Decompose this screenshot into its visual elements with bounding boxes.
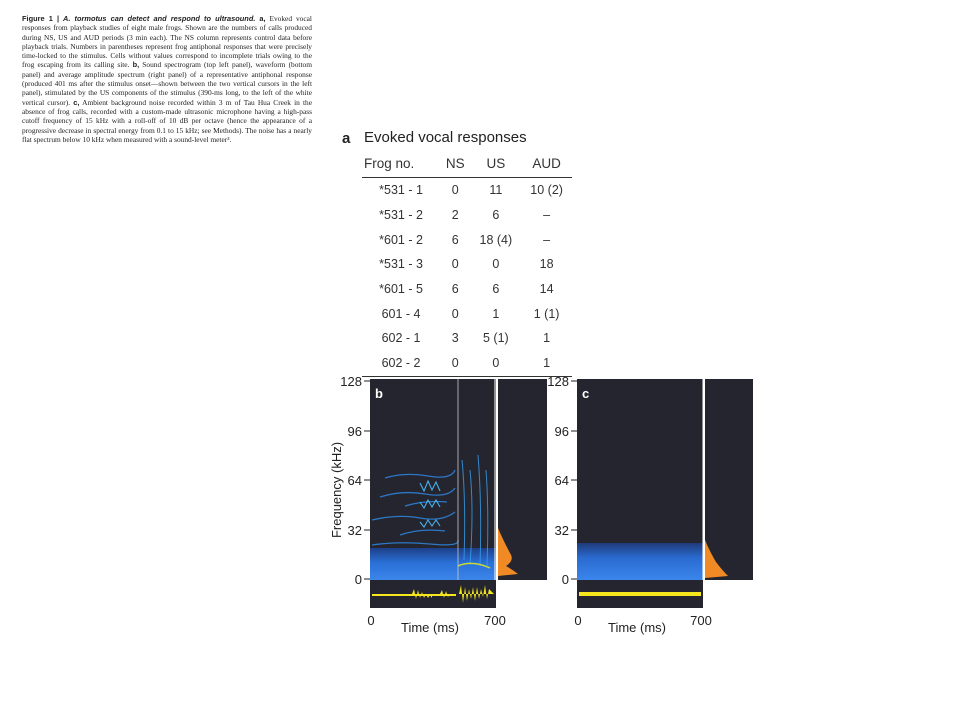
- panel-c: [547, 374, 753, 635]
- cell-us: 6: [492, 282, 500, 297]
- cell-frog: *601 - 5: [379, 282, 423, 297]
- col-aud: AUD: [521, 150, 572, 178]
- panel-c-letter: c: [582, 386, 590, 401]
- col-frog: Frog no.: [362, 150, 440, 178]
- cell-frog: *531 - 1: [379, 183, 423, 198]
- cell-aud: 10 (2): [530, 183, 563, 198]
- panel-b-tick-marks: [364, 381, 370, 579]
- cell-aud: 1 (1): [533, 306, 560, 321]
- cell-frog: 601 - 4: [381, 306, 421, 321]
- panel-c-xtick-700: 700: [690, 613, 712, 628]
- panel-c-y-ticks: [547, 374, 569, 587]
- caption-c-label: c,: [73, 97, 80, 107]
- cell-aud: 14: [539, 282, 554, 297]
- panel-b-xtick-700: 700: [484, 613, 506, 628]
- panel-c-ytick-64: 64: [554, 473, 569, 488]
- caption-a-label: a,: [259, 14, 266, 23]
- caption-b-text: Sound spectrogram (top left panel), waveform (bottom panel) and average amplitude spectrum (right panel) of a representative antiphonal response (produced 401 ms after the stimulus onset—shown between the two vertical cursors in the left panel), stimulated by the US components of the stimulus (390-ms long, to the left of the white vertical cursor).: [22, 60, 312, 107]
- panel-b-ytick-96: 96: [347, 424, 362, 439]
- cell-us: 11: [489, 183, 503, 198]
- cell-frog: *601 - 2: [379, 232, 423, 247]
- cell-ns: 2: [451, 208, 459, 223]
- panel-c-x-label: Time (ms): [607, 620, 667, 635]
- panel-c-noise-band: [577, 543, 703, 580]
- cell-us: 0: [492, 257, 500, 272]
- cell-frog: *531 - 2: [379, 208, 423, 223]
- cell-aud: 18: [539, 257, 554, 272]
- cell-ns: 0: [451, 306, 459, 321]
- panel-b: [329, 374, 547, 635]
- cell-us: 6: [492, 208, 500, 223]
- cell-aud: 1: [521, 351, 572, 376]
- cell-ns: 0: [440, 351, 470, 376]
- panel-c-ytick-0: 0: [561, 572, 569, 587]
- cell-frog: *531 - 3: [379, 257, 423, 272]
- panel-b-ytick-32: 32: [347, 523, 362, 538]
- cell-frog: 602 - 1: [381, 331, 421, 346]
- cell-ns: 0: [451, 183, 459, 198]
- panel-c-tick-marks: [571, 381, 577, 579]
- panel-b-letter: b: [375, 386, 383, 401]
- panel-a-letter: a: [342, 130, 351, 147]
- cell-aud: 1: [543, 331, 551, 346]
- panel-b-ytick-64: 64: [347, 473, 362, 488]
- panel-c-xtick-0: 0: [574, 613, 582, 628]
- panel-b-ytick-128: 128: [340, 374, 362, 389]
- figure-title: A. tormotus can detect and respond to ultrasound.: [62, 14, 256, 23]
- cell-aud: –: [543, 208, 551, 223]
- panel-c-ytick-96: 96: [554, 424, 569, 439]
- cell-ns: 0: [451, 257, 459, 272]
- caption-a-text: Evoked vocal responses from playback studies of eight male frogs. Shown are the numbers of calls produced during NS, US and AUD periods (3 min each). The NS column represents control data before playback trials. Numbers in parentheses represent frog antiphonal responses that were precisely time-locked to the stimulus. Cells without values correspond to incomplete trials owing to the frog escaping from its calling site.: [22, 14, 312, 70]
- caption-b-label: b,: [132, 60, 140, 70]
- cell-ns: 6: [451, 282, 459, 297]
- cell-us: 1: [492, 306, 500, 321]
- panel-b-x-label: Time (ms): [400, 620, 460, 635]
- caption-c-text: Ambient background noise recorded within 3 m of Tau Hua Creek in the absence of frog calls, recorded with a custom-made ultrasonic microphone having a high-pass cutoff frequency of 15 kHz with a roll-off of 10 dB per octave (hence the appearance of a progressive decrease in spectral energy from 0.1 to 15 kHz; see Methods). The noise has a nearly flat spectrum below 10 kHz when measured with a sound-level meter³.: [22, 97, 312, 144]
- figure-label: Figure 1 |: [22, 14, 60, 23]
- cell-us: 5 (1): [482, 331, 509, 346]
- panel-c-ytick-128: 128: [547, 374, 569, 389]
- cell-us: 18 (4): [479, 232, 513, 247]
- col-us: US: [470, 150, 521, 178]
- panel-b-y-label: Frequency (kHz): [329, 441, 344, 539]
- cell-us: 0: [470, 351, 521, 376]
- cell-ns: 6: [451, 232, 459, 247]
- panel-c-waveform: [579, 592, 701, 596]
- col-ns: NS: [440, 150, 470, 178]
- panel-c-ytick-32: 32: [554, 523, 569, 538]
- cell-aud: –: [543, 232, 551, 247]
- panel-b-xtick-0: 0: [367, 613, 375, 628]
- cell-frog: 602 - 2: [362, 351, 440, 376]
- cell-ns: 3: [451, 331, 459, 346]
- panel-c-spectrum-panel: [705, 379, 753, 580]
- table-title: Evoked vocal responses: [364, 129, 527, 146]
- panel-b-ytick-0: 0: [354, 572, 362, 587]
